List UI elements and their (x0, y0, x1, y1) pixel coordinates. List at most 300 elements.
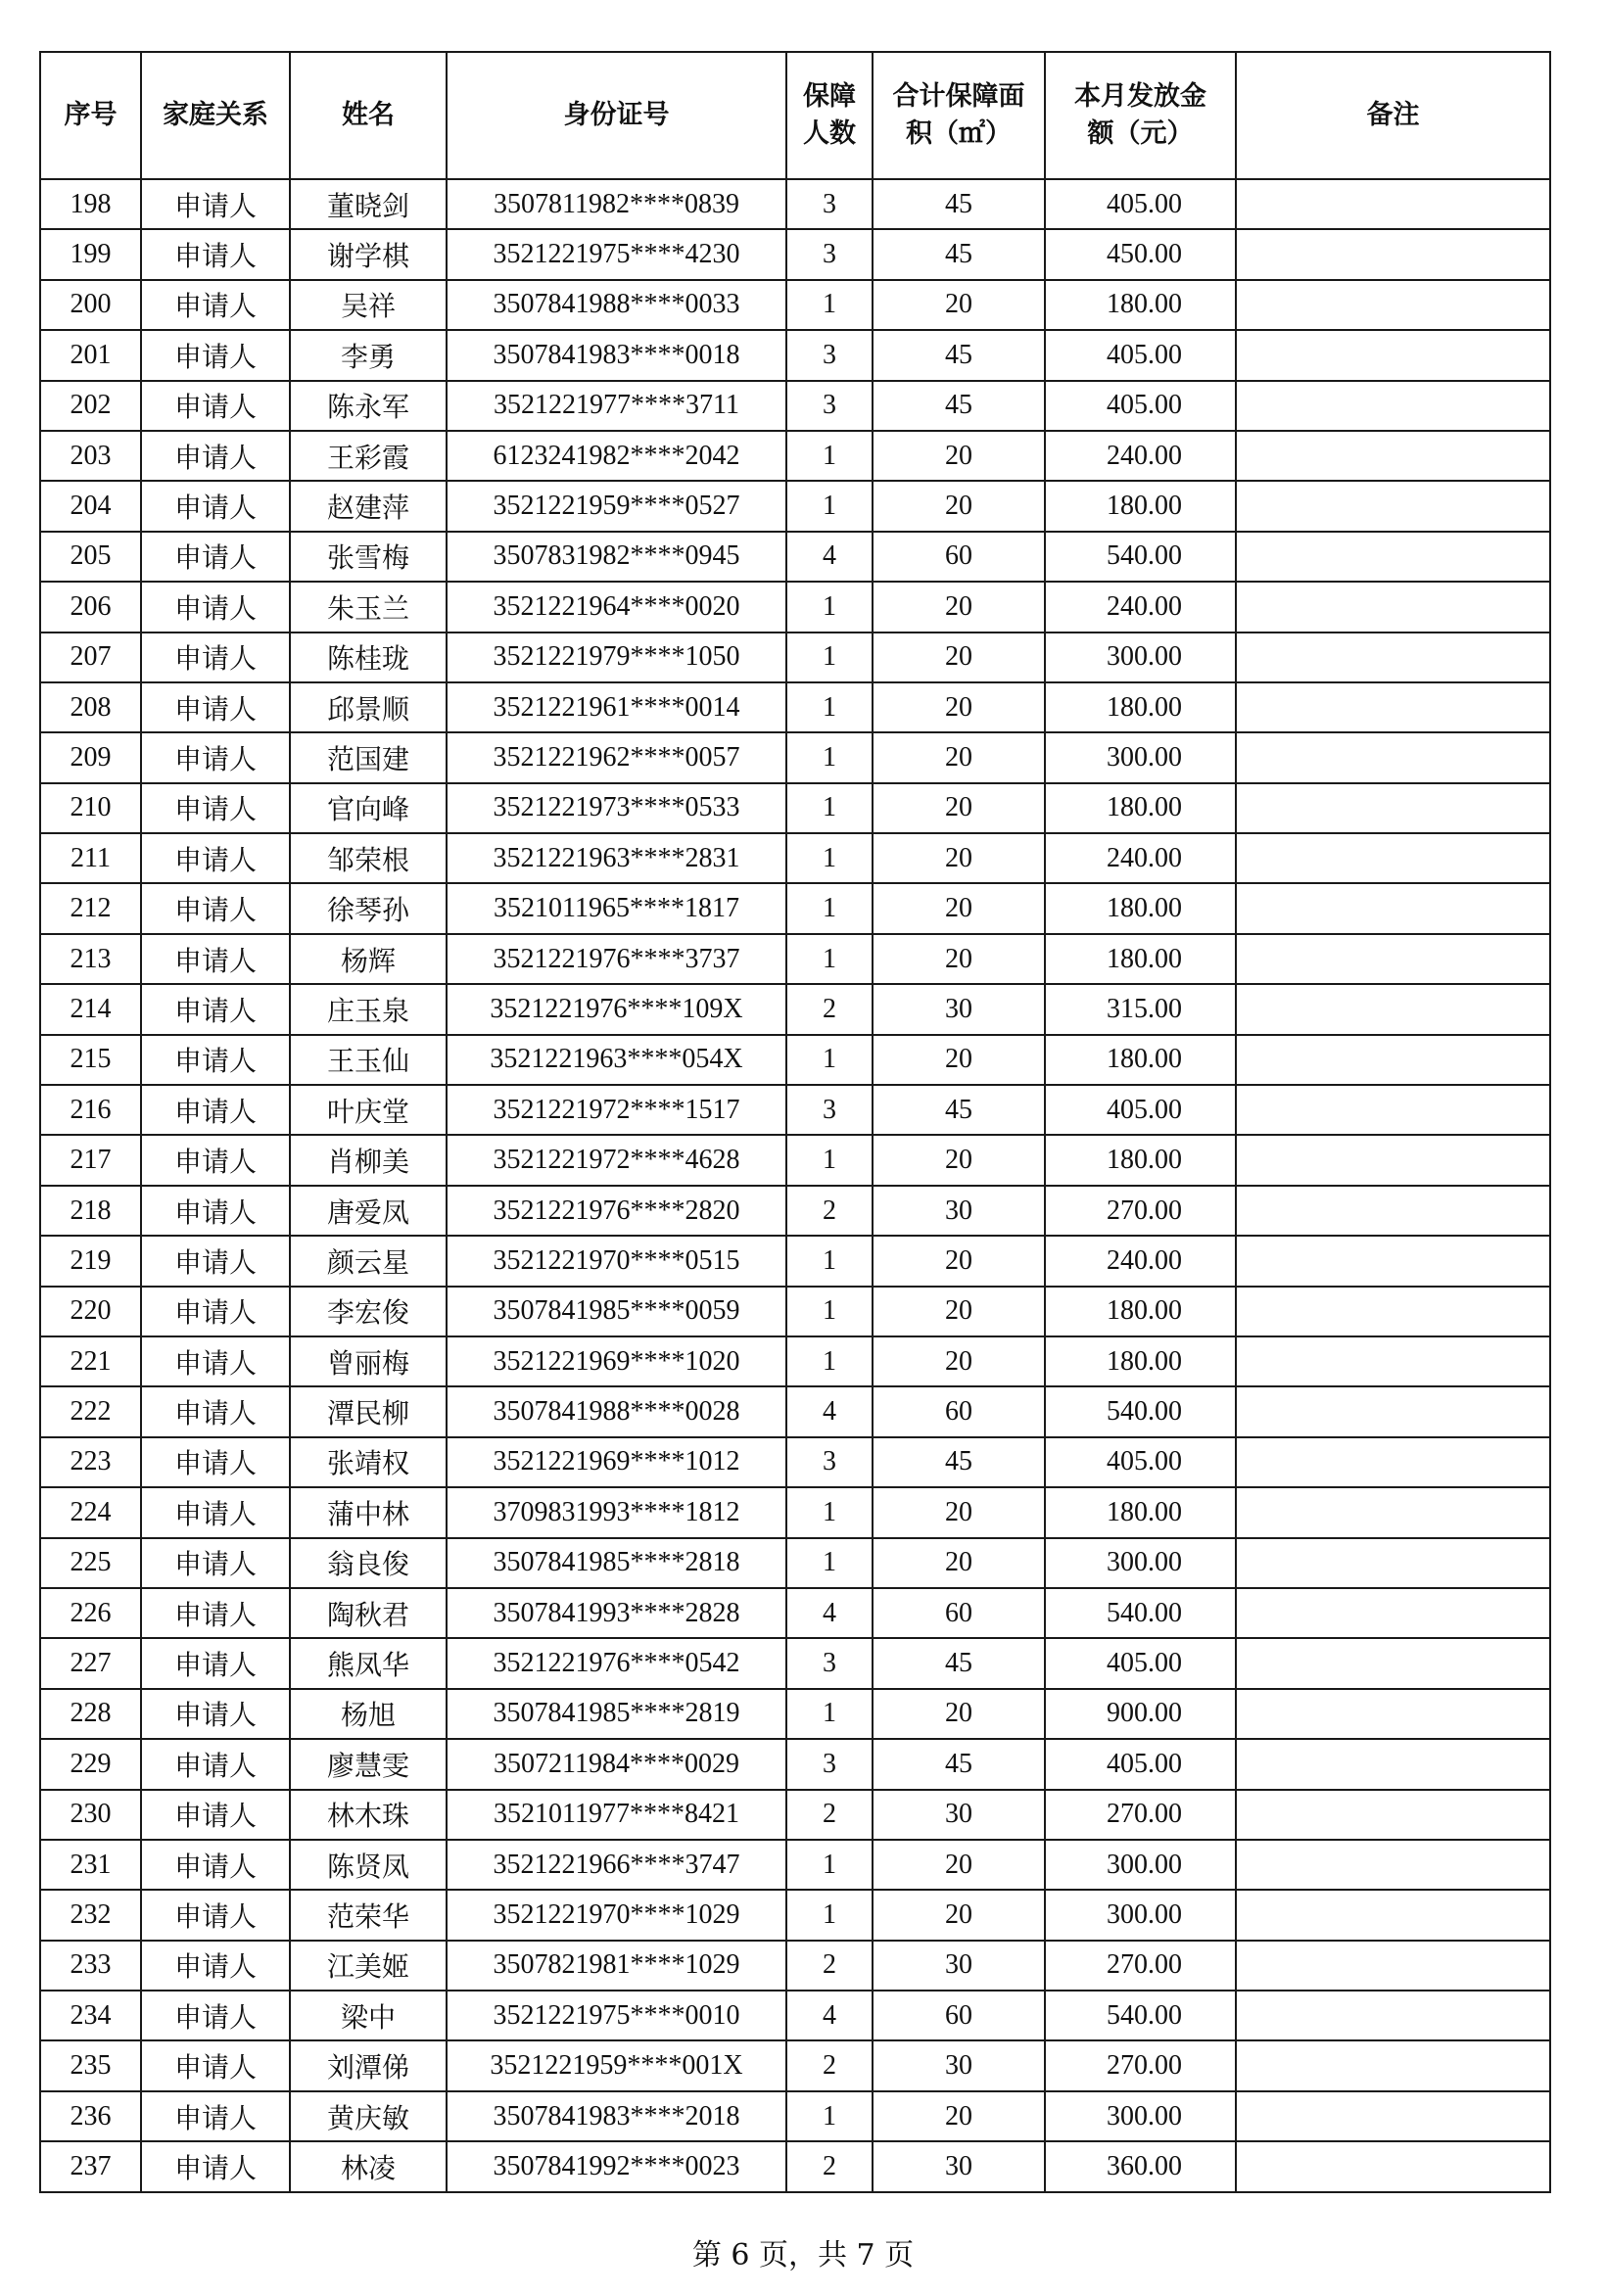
area-cell: 45 (873, 1437, 1045, 1487)
remark-cell (1236, 229, 1550, 279)
amount-cell: 315.00 (1045, 984, 1236, 1034)
amount-cell: 300.00 (1045, 1890, 1236, 1940)
name-cell: 林木珠 (290, 1790, 447, 1840)
remark-cell (1236, 883, 1550, 933)
relation-cell: 申请人 (141, 1941, 290, 1991)
remark-cell (1236, 934, 1550, 984)
allocation-table (39, 51, 1551, 2193)
remark-cell (1236, 1437, 1550, 1487)
seq-cell: 206 (40, 582, 141, 632)
id-cell: 3507841985****2818 (447, 1538, 786, 1588)
id-cell: 3507841992****0023 (447, 2141, 786, 2191)
seq-cell: 215 (40, 1035, 141, 1085)
remark-cell (1236, 1135, 1550, 1185)
relation-cell: 申请人 (141, 1287, 290, 1336)
amount-cell: 270.00 (1045, 1941, 1236, 1991)
id-cell: 3521221966****3747 (447, 1840, 786, 1890)
table-row (40, 1941, 1550, 1991)
id-cell: 3507841985****0059 (447, 1287, 786, 1336)
table-row (40, 229, 1550, 279)
name-cell: 翁良俊 (290, 1538, 447, 1588)
table-row (40, 1538, 1550, 1588)
id-cell: 3521221959****0527 (447, 481, 786, 531)
name-cell: 庄玉泉 (290, 984, 447, 1034)
amount-cell: 180.00 (1045, 934, 1236, 984)
relation-cell: 申请人 (141, 1588, 290, 1638)
area-cell: 30 (873, 984, 1045, 1034)
id-cell: 3709831993****1812 (447, 1487, 786, 1537)
amount-cell: 405.00 (1045, 1739, 1236, 1789)
table-row (40, 1638, 1550, 1688)
table-row (40, 481, 1550, 531)
persons-cell: 1 (786, 1840, 873, 1890)
id-cell: 3521221964****0020 (447, 582, 786, 632)
name-cell: 董晓剑 (290, 179, 447, 229)
amount-cell: 405.00 (1045, 330, 1236, 380)
area-cell: 30 (873, 1941, 1045, 1991)
seq-cell: 214 (40, 984, 141, 1034)
remark-cell (1236, 1689, 1550, 1739)
amount-cell: 450.00 (1045, 229, 1236, 279)
amount-cell: 540.00 (1045, 532, 1236, 582)
persons-cell: 3 (786, 179, 873, 229)
table-row (40, 682, 1550, 732)
relation-cell: 申请人 (141, 633, 290, 682)
relation-cell: 申请人 (141, 330, 290, 380)
table-row (40, 582, 1550, 632)
persons-cell: 1 (786, 481, 873, 531)
name-cell: 张雪梅 (290, 532, 447, 582)
remark-cell (1236, 1890, 1550, 1940)
amount-cell: 180.00 (1045, 1487, 1236, 1537)
seq-cell: 198 (40, 179, 141, 229)
name-cell: 王彩霞 (290, 431, 447, 481)
seq-cell: 209 (40, 732, 141, 782)
relation-cell: 申请人 (141, 1890, 290, 1940)
id-cell: 3507811982****0839 (447, 179, 786, 229)
name-cell: 范国建 (290, 732, 447, 782)
seq-cell: 223 (40, 1437, 141, 1487)
relation-cell: 申请人 (141, 1638, 290, 1688)
area-cell: 20 (873, 1890, 1045, 1940)
seq-cell: 203 (40, 431, 141, 481)
seq-cell: 236 (40, 2091, 141, 2141)
persons-cell: 1 (786, 1287, 873, 1336)
relation-cell: 申请人 (141, 280, 290, 330)
header-persons (786, 52, 873, 179)
name-cell: 林凌 (290, 2141, 447, 2191)
id-cell: 3521221976****0542 (447, 1638, 786, 1688)
table-row (40, 1890, 1550, 1940)
persons-cell: 1 (786, 783, 873, 833)
id-cell: 3521221972****1517 (447, 1085, 786, 1135)
seq-cell: 216 (40, 1085, 141, 1135)
amount-cell: 180.00 (1045, 783, 1236, 833)
relation-cell: 申请人 (141, 1689, 290, 1739)
id-cell: 3507841985****2819 (447, 1689, 786, 1739)
seq-cell: 210 (40, 783, 141, 833)
table-row (40, 1236, 1550, 1286)
seq-cell: 217 (40, 1135, 141, 1185)
area-cell: 20 (873, 682, 1045, 732)
persons-cell: 3 (786, 381, 873, 431)
persons-cell: 4 (786, 1991, 873, 2040)
table-row (40, 431, 1550, 481)
area-cell: 30 (873, 1790, 1045, 1840)
remark-cell (1236, 1538, 1550, 1588)
persons-cell: 1 (786, 1487, 873, 1537)
table-row (40, 984, 1550, 1034)
area-cell: 20 (873, 1689, 1045, 1739)
relation-cell: 申请人 (141, 179, 290, 229)
table-row (40, 381, 1550, 431)
name-cell: 黄庆敏 (290, 2091, 447, 2141)
seq-cell: 201 (40, 330, 141, 380)
persons-cell: 1 (786, 2091, 873, 2141)
relation-cell: 申请人 (141, 1840, 290, 1890)
amount-cell: 180.00 (1045, 883, 1236, 933)
name-cell: 李勇 (290, 330, 447, 380)
area-cell: 20 (873, 481, 1045, 531)
remark-cell (1236, 1790, 1550, 1840)
relation-cell: 申请人 (141, 1386, 290, 1436)
relation-cell: 申请人 (141, 883, 290, 933)
name-cell: 陈永军 (290, 381, 447, 431)
id-cell: 3521221975****4230 (447, 229, 786, 279)
header-seq: 序号 (40, 52, 141, 179)
id-cell: 3507831982****0945 (447, 532, 786, 582)
seq-cell: 227 (40, 1638, 141, 1688)
amount-cell: 540.00 (1045, 1386, 1236, 1436)
relation-cell: 申请人 (141, 1035, 290, 1085)
relation-cell: 申请人 (141, 1336, 290, 1386)
seq-cell: 219 (40, 1236, 141, 1286)
id-cell: 3521011965****1817 (447, 883, 786, 933)
remark-cell (1236, 2091, 1550, 2141)
amount-cell: 240.00 (1045, 431, 1236, 481)
remark-cell (1236, 984, 1550, 1034)
seq-cell: 221 (40, 1336, 141, 1386)
seq-cell: 235 (40, 2040, 141, 2090)
name-cell: 曾丽梅 (290, 1336, 447, 1386)
seq-cell: 232 (40, 1890, 141, 1940)
area-cell: 20 (873, 2091, 1045, 2141)
table-row (40, 1085, 1550, 1135)
persons-cell: 1 (786, 1236, 873, 1286)
area-cell: 20 (873, 883, 1045, 933)
table-row (40, 1689, 1550, 1739)
id-cell: 3521221976****3737 (447, 934, 786, 984)
table-row (40, 1588, 1550, 1638)
amount-cell: 180.00 (1045, 682, 1236, 732)
header-persons-line2: 人数 (803, 118, 856, 149)
remark-cell (1236, 1386, 1550, 1436)
seq-cell: 222 (40, 1386, 141, 1436)
relation-cell: 申请人 (141, 1135, 290, 1185)
relation-cell: 申请人 (141, 783, 290, 833)
name-cell: 谢学棋 (290, 229, 447, 279)
name-cell: 朱玉兰 (290, 582, 447, 632)
area-cell: 45 (873, 179, 1045, 229)
persons-cell: 1 (786, 431, 873, 481)
persons-cell: 3 (786, 330, 873, 380)
remark-cell (1236, 833, 1550, 883)
persons-cell: 3 (786, 1437, 873, 1487)
name-cell: 熊凤华 (290, 1638, 447, 1688)
persons-cell: 4 (786, 532, 873, 582)
table-row (40, 883, 1550, 933)
name-cell: 徐琴孙 (290, 883, 447, 933)
persons-cell: 1 (786, 1135, 873, 1185)
relation-cell: 申请人 (141, 582, 290, 632)
persons-cell: 2 (786, 2040, 873, 2090)
id-cell: 3521221976****2820 (447, 1186, 786, 1236)
amount-cell: 360.00 (1045, 2141, 1236, 2191)
area-cell: 20 (873, 1135, 1045, 1185)
id-cell: 3521221969****1020 (447, 1336, 786, 1386)
id-cell: 3507211984****0029 (447, 1739, 786, 1789)
remark-cell (1236, 1186, 1550, 1236)
area-cell: 20 (873, 1035, 1045, 1085)
seq-cell: 237 (40, 2141, 141, 2191)
area-cell: 30 (873, 2040, 1045, 2090)
persons-cell: 3 (786, 229, 873, 279)
relation-cell: 申请人 (141, 2091, 290, 2141)
relation-cell: 申请人 (141, 2040, 290, 2090)
amount-cell: 240.00 (1045, 833, 1236, 883)
persons-cell: 1 (786, 732, 873, 782)
header-persons-line1: 保障 (803, 81, 856, 112)
area-cell: 45 (873, 229, 1045, 279)
amount-cell: 300.00 (1045, 2091, 1236, 2141)
area-cell: 60 (873, 1386, 1045, 1436)
table-row (40, 783, 1550, 833)
relation-cell: 申请人 (141, 481, 290, 531)
id-cell: 3521221976****109X (447, 984, 786, 1034)
table-row (40, 1386, 1550, 1436)
persons-cell: 1 (786, 1689, 873, 1739)
table-row (40, 1487, 1550, 1537)
id-cell: 3521221979****1050 (447, 633, 786, 682)
relation-cell: 申请人 (141, 934, 290, 984)
amount-cell: 405.00 (1045, 1085, 1236, 1135)
amount-cell: 405.00 (1045, 1437, 1236, 1487)
amount-cell: 180.00 (1045, 280, 1236, 330)
relation-cell: 申请人 (141, 1739, 290, 1789)
seq-cell: 205 (40, 532, 141, 582)
name-cell: 陈贤凤 (290, 1840, 447, 1890)
header-area (873, 52, 1045, 179)
area-cell: 20 (873, 833, 1045, 883)
persons-cell: 2 (786, 1941, 873, 1991)
id-cell: 3521221959****001X (447, 2040, 786, 2090)
amount-cell: 180.00 (1045, 1035, 1236, 1085)
name-cell: 廖慧雯 (290, 1739, 447, 1789)
remark-cell (1236, 179, 1550, 229)
persons-cell: 2 (786, 1790, 873, 1840)
header-amount (1045, 52, 1236, 179)
relation-cell: 申请人 (141, 431, 290, 481)
relation-cell: 申请人 (141, 1186, 290, 1236)
persons-cell: 4 (786, 1386, 873, 1436)
seq-cell: 231 (40, 1840, 141, 1890)
remark-cell (1236, 1236, 1550, 1286)
seq-cell: 228 (40, 1689, 141, 1739)
name-cell: 杨旭 (290, 1689, 447, 1739)
name-cell: 李宏俊 (290, 1287, 447, 1336)
id-cell: 3521221970****0515 (447, 1236, 786, 1286)
name-cell: 邹荣根 (290, 833, 447, 883)
area-cell: 30 (873, 1186, 1045, 1236)
table-row (40, 1840, 1550, 1890)
amount-cell: 270.00 (1045, 2040, 1236, 2090)
name-cell: 赵建萍 (290, 481, 447, 531)
name-cell: 王玉仙 (290, 1035, 447, 1085)
table-row (40, 1739, 1550, 1789)
seq-cell: 208 (40, 682, 141, 732)
table-row (40, 833, 1550, 883)
name-cell: 邱景顺 (290, 682, 447, 732)
persons-cell: 2 (786, 984, 873, 1034)
relation-cell: 申请人 (141, 1437, 290, 1487)
name-cell: 官向峰 (290, 783, 447, 833)
remark-cell (1236, 431, 1550, 481)
id-cell: 3521221962****0057 (447, 732, 786, 782)
remark-cell (1236, 1085, 1550, 1135)
area-cell: 20 (873, 280, 1045, 330)
amount-cell: 180.00 (1045, 1336, 1236, 1386)
persons-cell: 1 (786, 633, 873, 682)
name-cell: 梁中 (290, 1991, 447, 2040)
area-cell: 20 (873, 431, 1045, 481)
amount-cell: 180.00 (1045, 1135, 1236, 1185)
amount-cell: 900.00 (1045, 1689, 1236, 1739)
seq-cell: 204 (40, 481, 141, 531)
seq-cell: 211 (40, 833, 141, 883)
name-cell: 张靖权 (290, 1437, 447, 1487)
remark-cell (1236, 1588, 1550, 1638)
seq-cell: 199 (40, 229, 141, 279)
header-remark: 备注 (1236, 52, 1550, 179)
area-cell: 20 (873, 732, 1045, 782)
id-cell: 3507841993****2828 (447, 1588, 786, 1638)
remark-cell (1236, 280, 1550, 330)
relation-cell: 申请人 (141, 1236, 290, 1286)
seq-cell: 202 (40, 381, 141, 431)
id-cell: 3521221972****4628 (447, 1135, 786, 1185)
area-cell: 20 (873, 934, 1045, 984)
id-cell: 3521221963****054X (447, 1035, 786, 1085)
persons-cell: 1 (786, 1538, 873, 1588)
persons-cell: 1 (786, 1035, 873, 1085)
relation-cell: 申请人 (141, 833, 290, 883)
area-cell: 45 (873, 330, 1045, 380)
remark-cell (1236, 532, 1550, 582)
persons-cell: 1 (786, 1890, 873, 1940)
header-name: 姓名 (290, 52, 447, 179)
id-cell: 3521221970****1029 (447, 1890, 786, 1940)
header-area-line1: 合计保障面 (892, 81, 1025, 112)
relation-cell: 申请人 (141, 1991, 290, 2040)
persons-cell: 1 (786, 934, 873, 984)
id-cell: 3507841988****0033 (447, 280, 786, 330)
persons-cell: 4 (786, 1588, 873, 1638)
name-cell: 范荣华 (290, 1890, 447, 1940)
id-cell: 3507821981****1029 (447, 1941, 786, 1991)
seq-cell: 234 (40, 1991, 141, 2040)
table-row (40, 1336, 1550, 1386)
persons-cell: 2 (786, 1186, 873, 1236)
area-cell: 20 (873, 582, 1045, 632)
area-cell: 20 (873, 633, 1045, 682)
seq-cell: 224 (40, 1487, 141, 1537)
name-cell: 陈桂珑 (290, 633, 447, 682)
page-footer: 第 6 页，共 7 页 (691, 2238, 915, 2273)
persons-cell: 1 (786, 883, 873, 933)
name-cell: 杨辉 (290, 934, 447, 984)
table-row (40, 1135, 1550, 1185)
area-cell: 45 (873, 1739, 1045, 1789)
amount-cell: 405.00 (1045, 1638, 1236, 1688)
id-cell: 3521221973****0533 (447, 783, 786, 833)
header-area-line2: 积（㎡） (906, 118, 1012, 149)
area-cell: 60 (873, 1588, 1045, 1638)
amount-cell: 300.00 (1045, 1538, 1236, 1588)
table-row (40, 633, 1550, 682)
name-cell: 肖柳美 (290, 1135, 447, 1185)
persons-cell: 1 (786, 280, 873, 330)
relation-cell: 申请人 (141, 732, 290, 782)
name-cell: 吴祥 (290, 280, 447, 330)
relation-cell: 申请人 (141, 2141, 290, 2191)
name-cell: 陶秋君 (290, 1588, 447, 1638)
id-cell: 6123241982****2042 (447, 431, 786, 481)
header-id: 身份证号 (447, 52, 786, 179)
header-amount-line1: 本月发放金 (1074, 81, 1206, 112)
remark-cell (1236, 1739, 1550, 1789)
id-cell: 3521011977****8421 (447, 1790, 786, 1840)
table-row (40, 532, 1550, 582)
relation-cell: 申请人 (141, 1538, 290, 1588)
area-cell: 20 (873, 783, 1045, 833)
amount-cell: 540.00 (1045, 1991, 1236, 2040)
remark-cell (1236, 582, 1550, 632)
table-row (40, 179, 1550, 229)
id-cell: 3521221969****1012 (447, 1437, 786, 1487)
area-cell: 20 (873, 1287, 1045, 1336)
remark-cell (1236, 1638, 1550, 1688)
table-row (40, 1287, 1550, 1336)
seq-cell: 207 (40, 633, 141, 682)
name-cell: 蒲中林 (290, 1487, 447, 1537)
persons-cell: 3 (786, 1739, 873, 1789)
seq-cell: 218 (40, 1186, 141, 1236)
amount-cell: 405.00 (1045, 179, 1236, 229)
name-cell: 叶庆堂 (290, 1085, 447, 1135)
amount-cell: 240.00 (1045, 1236, 1236, 1286)
seq-cell: 233 (40, 1941, 141, 1991)
persons-cell: 1 (786, 682, 873, 732)
seq-cell: 213 (40, 934, 141, 984)
id-cell: 3521221977****3711 (447, 381, 786, 431)
persons-cell: 2 (786, 2141, 873, 2191)
id-cell: 3507841983****2018 (447, 2091, 786, 2141)
remark-cell (1236, 1487, 1550, 1537)
relation-cell: 申请人 (141, 1790, 290, 1840)
remark-cell (1236, 2040, 1550, 2090)
remark-cell (1236, 330, 1550, 380)
relation-cell: 申请人 (141, 1085, 290, 1135)
